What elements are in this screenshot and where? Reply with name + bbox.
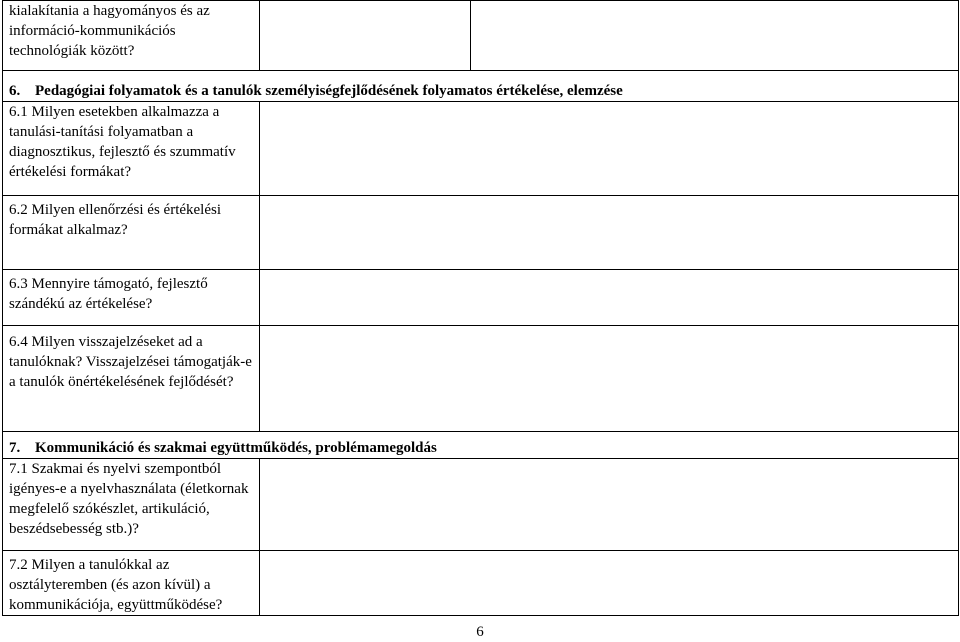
section-6-heading [9,83,623,99]
section-7-heading-row [3,432,959,459]
observation-form-table [2,0,959,616]
answer-cell-1[interactable] [260,1,471,71]
question-cell [3,551,260,616]
answer-cell[interactable] [260,196,959,270]
question-6-3-text: 6.3 Mennyire támogató, fejlesztő szándékú az értékelése? [9,276,208,312]
question-7-2-text: 7.2 Milyen a tanulókkal az osztályteremben (és azon kívül) a kommunikációja, együttműködése? [9,557,223,613]
section-7-number: 7. [9,440,21,456]
question-cell [3,270,260,326]
section-7-title: Kommunikáció és szakmai együttműködés, problémamegoldás [35,440,437,456]
question-cell [3,196,260,270]
answer-cell[interactable] [260,270,959,326]
page-number: 6 [476,624,484,640]
table-row [3,551,959,616]
answer-cell[interactable] [260,551,959,616]
question-6-1-text: 6.1 Milyen esetekben alkalmazza a tanulási-tanítási folyamatban a diagnosztikus, fejlesztő és szummatív értékelési formákat? [9,104,236,180]
table-row [3,1,959,71]
section-heading-cell [3,432,959,459]
question-6-2-text: 6.2 Milyen ellenőrzési és értékelési formákat alkalmaz? [9,202,222,238]
table-row [3,102,959,196]
section-6-number: 6. [9,83,21,99]
question-cell [3,1,260,71]
section-7-heading [9,440,437,456]
table-row [3,326,959,432]
question-cell [3,459,260,551]
answer-cell[interactable] [260,459,959,551]
section-6-title: Pedagógiai folyamatok és a tanulók személyiségfejlődésének folyamatos értékelése, elemzése [35,83,623,99]
question-6-4-text: 6.4 Milyen visszajelzéseket ad a tanulóknak? Visszajelzései támogatják-e a tanulók önértékelésének fejlődését? [9,334,252,390]
question-7-1-text: 7.1 Szakmai és nyelvi szempontból igényes-e a nyelvhasználata (életkornak megfelelő szókészlet, artikuláció, beszédsebesség stb.)? [9,461,249,537]
table-row [3,270,959,326]
question-cell [3,102,260,196]
question-5-end-text: kialakítania a hagyományos és az információ-kommunikációs technológiák között? [9,3,210,59]
question-cell [3,326,260,432]
answer-cell[interactable] [260,326,959,432]
table-row [3,196,959,270]
table-row [3,459,959,551]
section-6-heading-row [3,71,959,102]
section-heading-cell [3,71,959,102]
answer-cell-2[interactable] [471,1,959,71]
answer-cell[interactable] [260,102,959,196]
